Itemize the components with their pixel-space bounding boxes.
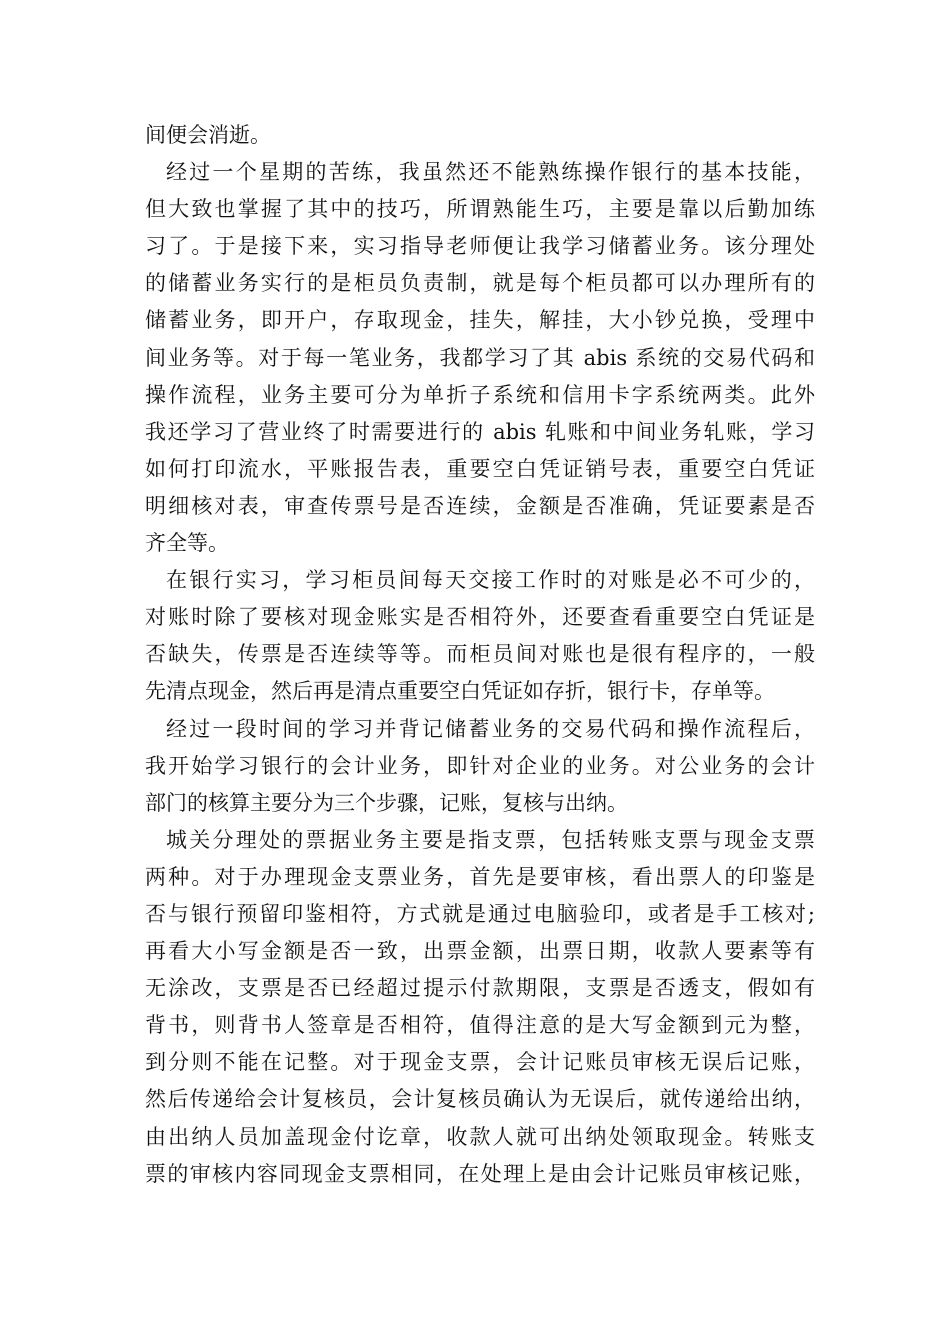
text-line: 在银行实习，学习柜员间每天交接工作时的对账是必不可少的， (166, 568, 815, 593)
text-line: 再看大小写金额是否一致，出票金额，出票日期，收款人要素等有 (145, 939, 815, 964)
text-line: 否缺失，传票是否连续等等。而柜员间对账也是很有程序的，一般 (145, 642, 815, 667)
text-line: 经过一个星期的苦练，我虽然还不能熟练操作银行的基本技能， (166, 160, 815, 185)
text-line: 票的审核内容同现金支票相同，在处理上是由会计记账员审核记账， (145, 1161, 815, 1186)
text-line: 齐全等。 (145, 531, 229, 556)
text-line: 然后传递给会计复核员，会计复核员确认为无误后，就传递给出纳， (145, 1087, 815, 1112)
text-line: 经过一段时间的学习并背记储蓄业务的交易代码和操作流程后， (166, 716, 815, 741)
text-line: 储蓄业务，即开户，存取现金，挂失，解挂，大小钞兑换，受理中 (145, 308, 815, 333)
text-line: 的储蓄业务实行的是柜员负责制，就是每个柜员都可以办理所有的 (145, 271, 815, 296)
text-line: 无涂改，支票是否已经超过提示付款期限，支票是否透支，假如有 (145, 976, 815, 1001)
text-line: 由出纳人员加盖现金付讫章，收款人就可出纳处领取现金。转账支 (145, 1124, 815, 1149)
document-body (145, 117, 815, 1193)
text-line: 间业务等。对于每一笔业务，我都学习了其 abis 系统的交易代码和 (145, 345, 815, 370)
text-line: 如何打印流水，平账报告表，重要空白凭证销号表，重要空白凭证 (145, 456, 815, 481)
text-line: 部门的核算主要分为三个步骤，记账，复核与出纳。 (145, 790, 628, 815)
text-line: 明细核对表，审查传票号是否连续，金额是否准确，凭证要素是否 (145, 493, 815, 518)
text-line: 我开始学习银行的会计业务，即针对企业的业务。对公业务的会计 (145, 753, 815, 778)
text-line: 到分则不能在记整。对于现金支票，会计记账员审核无误后记账， (145, 1050, 815, 1075)
text-line: 对账时除了要核对现金账实是否相符外，还要查看重要空白凭证是 (145, 605, 815, 630)
text-line: 城关分理处的票据业务主要是指支票，包括转账支票与现金支票 (166, 827, 815, 852)
text-line: 操作流程，业务主要可分为单折子系统和信用卡字系统两类。此外 (145, 382, 815, 407)
text-line: 先清点现金，然后再是清点重要空白凭证如存折，银行卡，存单等。 (145, 679, 775, 704)
text-line: 但大致也掌握了其中的技巧，所谓熟能生巧，主要是靠以后勤加练 (145, 197, 815, 222)
text-line: 间便会消逝。 (145, 123, 271, 147)
text-line: 我还学习了营业终了时需要进行的 abis 轧账和中间业务轧账，学习 (145, 419, 815, 444)
text-line: 背书，则背书人签章是否相符，值得注意的是大写金额到元为整， (145, 1013, 815, 1038)
text-line: 习了。于是接下来，实习指导老师便让我学习储蓄业务。该分理处 (145, 234, 815, 259)
text-line: 两种。对于办理现金支票业务，首先是要审核，看出票人的印鉴是 (145, 864, 815, 889)
text-line: 否与银行预留印鉴相符，方式就是通过电脑验印，或者是手工核对; (145, 901, 815, 926)
